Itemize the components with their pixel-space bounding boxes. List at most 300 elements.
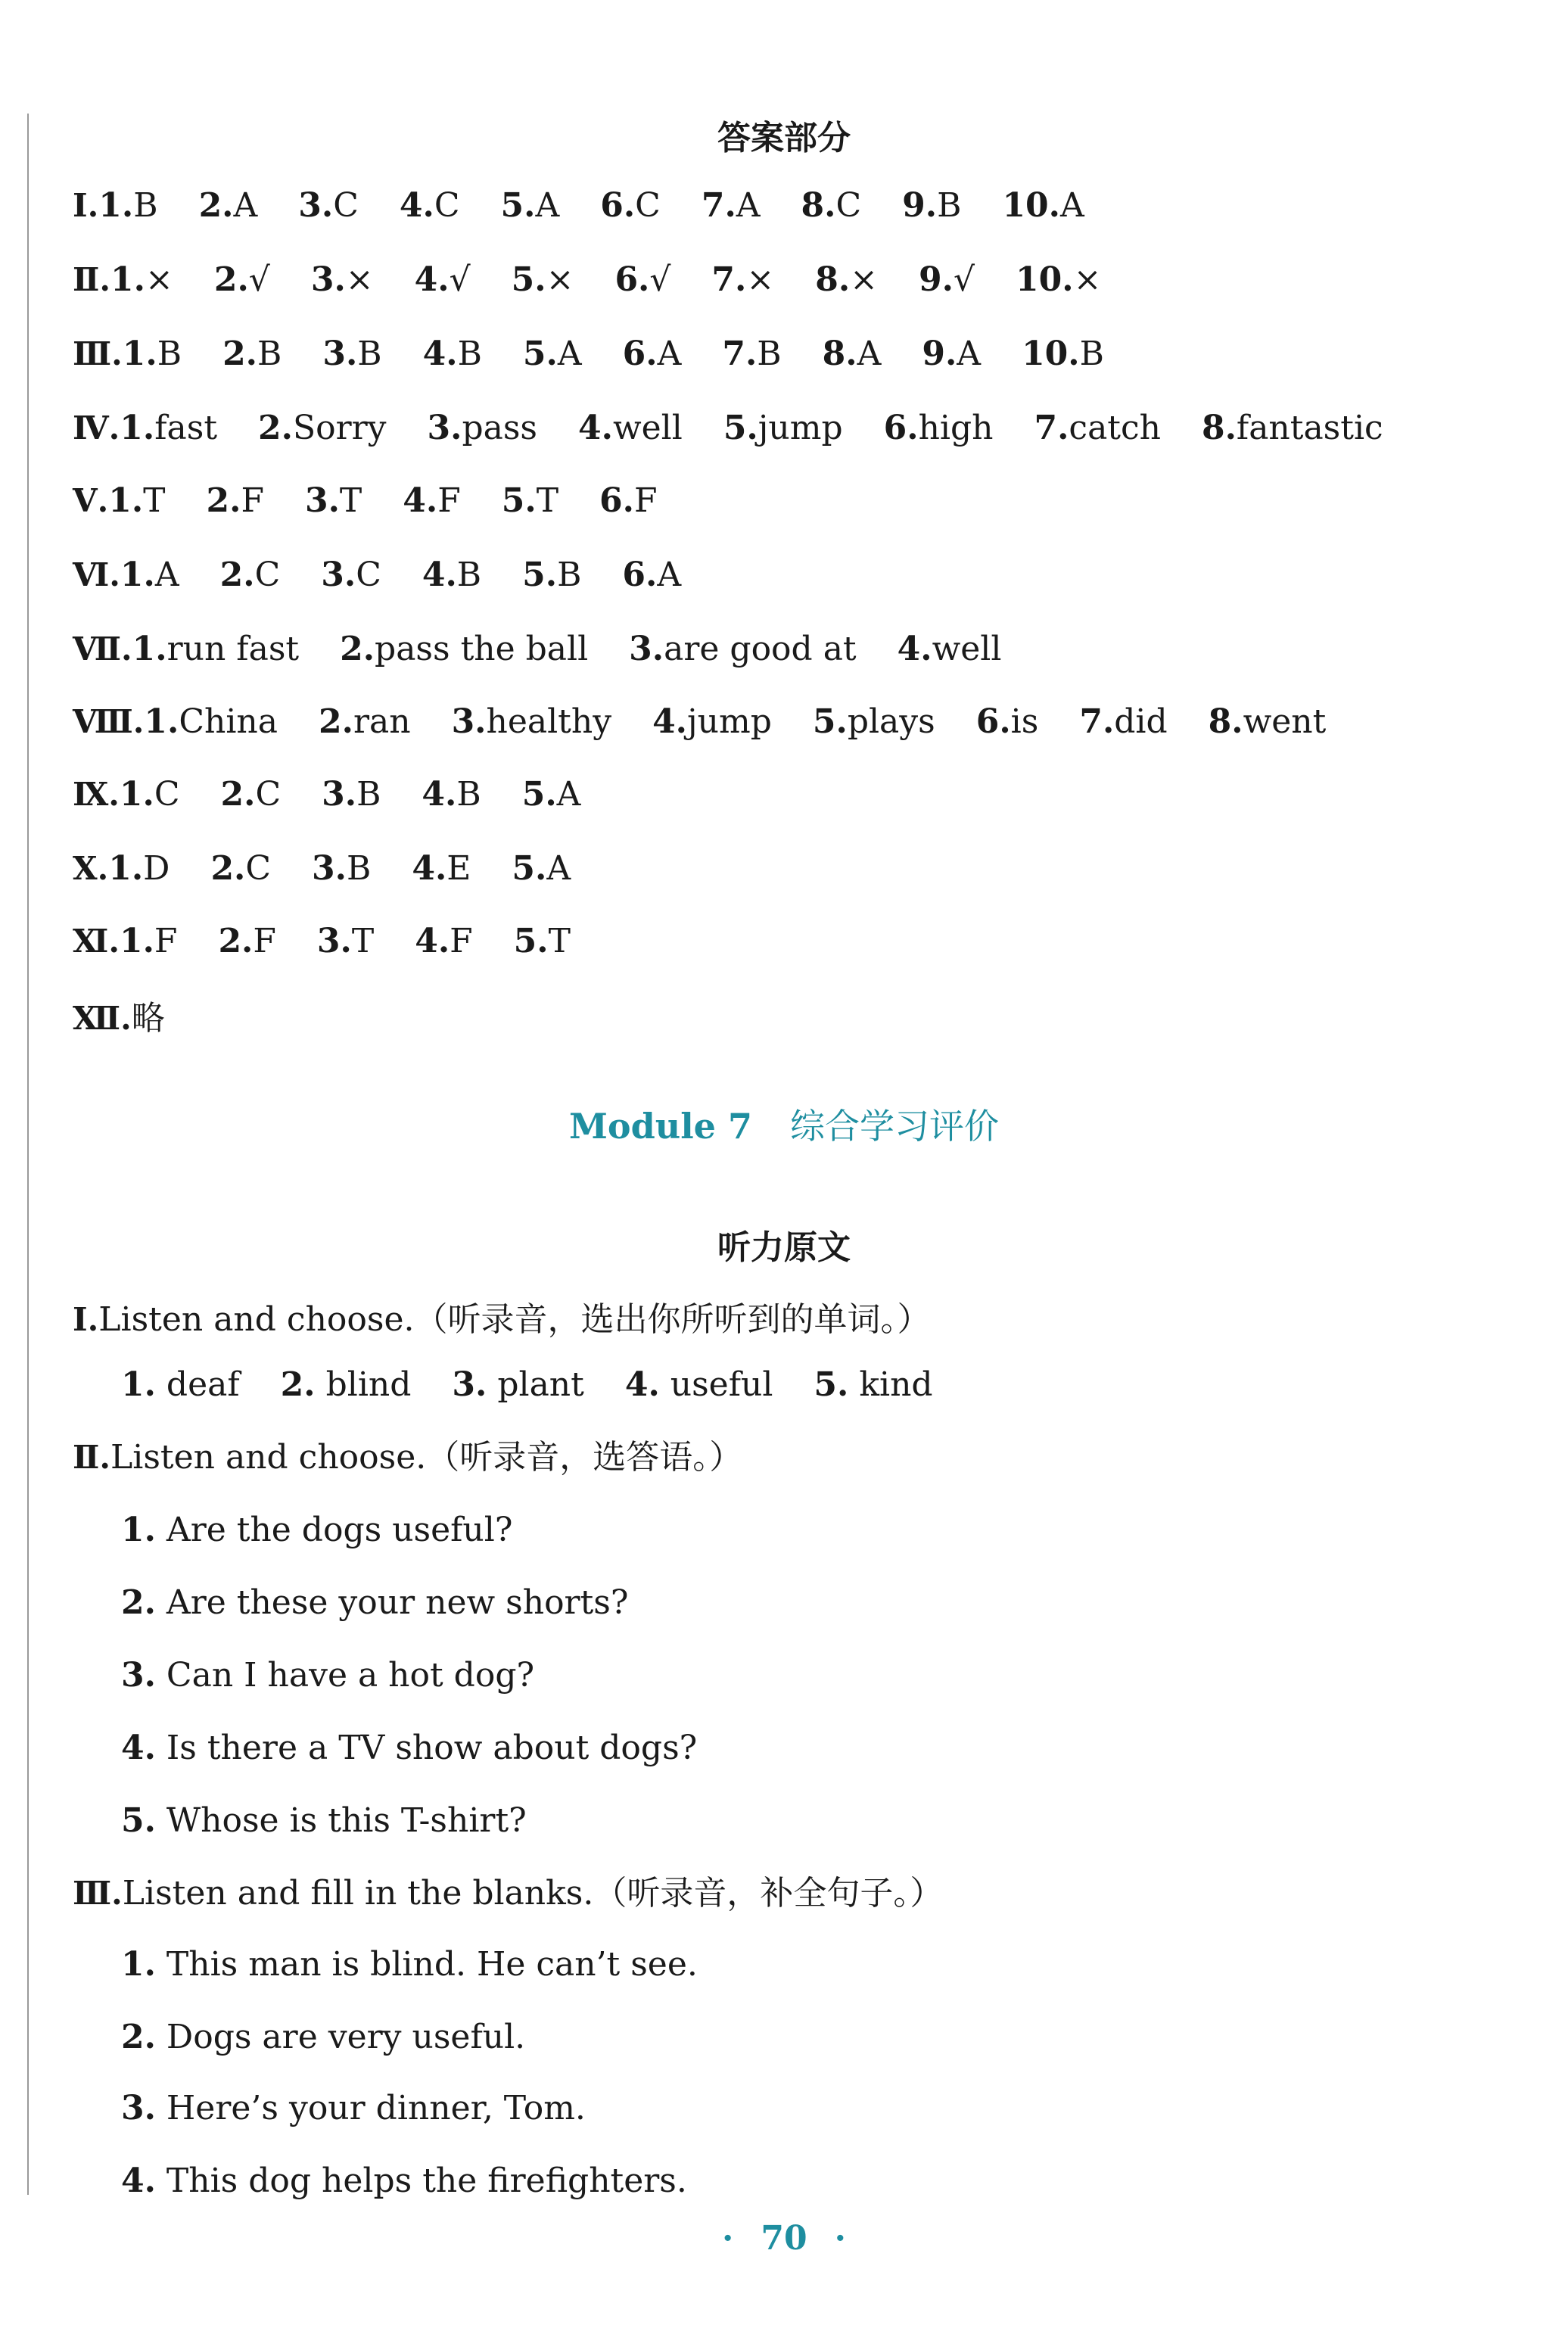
listening-section-heading — [73, 1435, 742, 1480]
answer-value: China — [179, 702, 278, 741]
answer-item — [120, 409, 217, 447]
section-numeral: Ⅰ. — [73, 187, 99, 224]
item-number: 5. — [814, 1365, 849, 1404]
answer-value: B — [1079, 335, 1104, 373]
answer-item — [400, 186, 460, 225]
question-number: 4. — [652, 702, 687, 741]
answer-item — [1209, 702, 1327, 741]
question-number: 2. — [198, 186, 234, 225]
answer-item — [823, 335, 882, 373]
answer-value: C — [434, 186, 460, 225]
answer-value: F — [450, 922, 473, 960]
answer-item — [1202, 409, 1383, 447]
answer-item — [976, 702, 1039, 741]
question-number: 1. — [144, 702, 179, 741]
answer-value: plays — [847, 702, 935, 741]
item-number: 3. — [121, 2089, 156, 2127]
answer-item — [902, 186, 961, 225]
script-line — [121, 1508, 512, 1553]
answer-value: ran — [353, 702, 411, 741]
answer-value: are good at — [664, 630, 857, 668]
answer-row — [73, 627, 1042, 672]
page-number: · 70 · — [722, 2219, 846, 2258]
word-list — [121, 1362, 974, 1408]
answer-value: F — [437, 481, 461, 520]
question-number: 1. — [108, 481, 144, 520]
answer-value: A — [535, 186, 560, 225]
answer-value: well — [612, 409, 683, 447]
left-margin-rule — [27, 114, 29, 2195]
answer-value: C — [245, 849, 272, 888]
answer-value: × — [1073, 260, 1102, 299]
answer-value: C — [255, 775, 282, 814]
answer-value: E — [446, 849, 471, 888]
item-number: 4. — [121, 2162, 156, 2200]
answer-value: B — [457, 335, 482, 373]
item-number: 3. — [452, 1365, 487, 1404]
answer-item — [1022, 335, 1104, 373]
answer-item — [501, 186, 560, 225]
answer-item — [622, 556, 681, 594]
question-number: 10. — [1022, 335, 1080, 373]
question-number: 8. — [1201, 409, 1237, 447]
answer-value: C — [154, 775, 180, 814]
question-number: 6. — [600, 186, 636, 225]
answer-item — [711, 260, 774, 299]
question-number: 3. — [310, 260, 346, 299]
answer-value: √ — [449, 260, 471, 299]
question-number: 4. — [412, 849, 447, 888]
answer-value: C — [835, 186, 862, 225]
question-number: 7. — [1034, 409, 1069, 447]
answer-row — [73, 772, 621, 817]
instruction-text-cn: （听录音，选答语。） — [426, 1438, 743, 1477]
answer-value: B — [557, 556, 582, 594]
page-number-value: 70 — [761, 2219, 807, 2258]
question-number: 3. — [321, 556, 356, 594]
answer-item — [98, 186, 157, 225]
answer-value: A — [1060, 186, 1084, 225]
question-number: 5. — [522, 335, 558, 373]
answer-item — [132, 630, 299, 668]
section-numeral: Ⅱ. — [73, 261, 111, 298]
section-numeral: Ⅳ. — [73, 409, 120, 447]
question-number: 2. — [222, 335, 257, 373]
answer-value: high — [918, 409, 994, 447]
question-number: 2. — [210, 849, 246, 888]
answer-item — [522, 775, 581, 814]
answer-item — [110, 260, 173, 299]
item-number: 1. — [121, 1365, 156, 1404]
word-item — [625, 1365, 773, 1404]
answer-item — [317, 922, 374, 960]
item-text: useful — [659, 1365, 773, 1404]
question-number: 1. — [108, 849, 144, 888]
question-number: 3. — [304, 481, 340, 520]
item-text: Are these your new shorts? — [155, 1583, 629, 1622]
answer-item — [512, 260, 574, 299]
answer-value: catch — [1069, 409, 1161, 447]
answer-item — [428, 409, 538, 447]
answer-value: √ — [953, 260, 975, 299]
answer-value: A — [556, 775, 581, 814]
question-number: 8. — [801, 186, 836, 225]
answer-value: × — [345, 260, 374, 299]
answer-value: C — [333, 186, 359, 225]
question-number: 3. — [322, 335, 358, 373]
question-number: 7. — [1079, 702, 1115, 741]
answer-item — [502, 481, 558, 520]
listening-section-heading — [73, 1871, 943, 1916]
answer-value: T — [351, 922, 375, 960]
item-number: 4. — [121, 1729, 156, 1767]
answer-item — [258, 409, 387, 447]
answer-item — [884, 409, 994, 447]
answer-value: well — [932, 630, 1002, 668]
section-numeral: Ⅲ. — [73, 1875, 123, 1912]
question-number: 6. — [622, 335, 658, 373]
answer-value: √ — [649, 260, 671, 299]
answer-value: T — [536, 481, 559, 520]
answer-item — [629, 630, 856, 668]
answer-value: B — [356, 775, 381, 814]
answer-item — [898, 630, 1002, 668]
answer-item — [218, 922, 275, 960]
question-number: 2. — [258, 409, 293, 447]
answer-item — [305, 481, 362, 520]
section-numeral: Ⅴ. — [73, 482, 109, 519]
section-numeral: Ⅺ. — [73, 923, 120, 960]
answer-item — [599, 481, 657, 520]
section-numeral: Ⅸ. — [73, 776, 120, 813]
answer-value: pass the ball — [375, 630, 589, 668]
word-item — [281, 1365, 412, 1404]
module-heading — [0, 1099, 1568, 1149]
answer-value: B — [937, 186, 962, 225]
section-numeral: Ⅹ. — [73, 850, 109, 887]
item-number: 2. — [121, 1583, 156, 1622]
answer-item — [652, 702, 772, 741]
question-number: 4. — [414, 260, 450, 299]
item-text: Are the dogs useful? — [155, 1511, 513, 1549]
answer-row — [73, 699, 1367, 745]
answer-value: B — [133, 186, 158, 225]
answer-value: pass — [462, 409, 538, 447]
instruction-text-cn: （听录音，选出你所听到的单词。） — [414, 1300, 931, 1339]
item-number: 1. — [121, 1945, 156, 1984]
answer-item — [207, 481, 264, 520]
question-number: 3. — [451, 702, 487, 741]
item-text: This dog helps the firefighters. — [155, 2162, 687, 2200]
section-numeral: Ⅶ. — [73, 630, 132, 668]
script-line — [121, 2086, 586, 2131]
answer-value: × — [746, 260, 775, 299]
question-number: 5. — [501, 481, 537, 520]
question-number: 4. — [422, 335, 458, 373]
answer-item — [120, 922, 177, 960]
answer-item — [522, 556, 581, 594]
answer-value: fast — [154, 409, 218, 447]
answer-value: jump — [687, 702, 772, 741]
question-number: 4. — [897, 630, 932, 668]
question-number: 2. — [218, 922, 254, 960]
question-number: 7. — [701, 186, 736, 225]
section-numeral: Ⅻ. — [73, 1000, 132, 1037]
module-title-cn: 综合学习评价 — [789, 1106, 999, 1147]
answer-item — [222, 335, 282, 373]
answer-item — [415, 922, 472, 960]
answer-item — [922, 335, 981, 373]
answer-value: A — [857, 335, 882, 373]
question-number: 1. — [119, 775, 154, 814]
answer-item — [423, 335, 482, 373]
listening-section-heading — [73, 1297, 931, 1343]
answer-item — [422, 775, 481, 814]
question-number: 2. — [213, 260, 249, 299]
module-title-en: Module 7 — [569, 1106, 752, 1147]
answer-item — [120, 556, 179, 594]
answer-value: F — [253, 922, 276, 960]
answer-item — [220, 556, 281, 594]
question-number: 1. — [132, 630, 167, 668]
answer-item — [600, 186, 661, 225]
answer-item — [514, 922, 571, 960]
answer-value: B — [346, 849, 372, 888]
question-number: 4. — [422, 556, 457, 594]
question-number: 10. — [1016, 260, 1074, 299]
item-text: Is there a TV show about dogs? — [155, 1729, 698, 1767]
script-line — [121, 2015, 525, 2060]
instruction-text-cn: （听录音，补全句子。） — [593, 1874, 944, 1913]
answer-row — [73, 331, 1145, 377]
answer-item — [1016, 260, 1101, 299]
item-number: 2. — [121, 2018, 156, 2056]
question-number: 4. — [399, 186, 434, 225]
script-line — [121, 1798, 527, 1844]
question-number: 5. — [521, 775, 557, 814]
answer-value: A — [546, 849, 571, 888]
answer-row — [73, 996, 206, 1041]
answer-value: T — [143, 481, 166, 520]
question-number: 4. — [403, 481, 438, 520]
answer-item — [120, 775, 180, 814]
question-number: 1. — [110, 260, 145, 299]
answer-value: × — [145, 260, 173, 299]
question-number: 8. — [815, 260, 851, 299]
item-text: Whose is this T-shirt? — [155, 1801, 527, 1840]
question-number: 2. — [219, 556, 255, 594]
answer-item — [312, 849, 371, 888]
instruction-text: Listen and fill in the blanks. — [122, 1874, 594, 1913]
item-number: 2. — [280, 1365, 316, 1404]
answer-item — [108, 481, 165, 520]
question-number: 5. — [522, 556, 558, 594]
question-number: 6. — [614, 260, 650, 299]
question-number: 3. — [322, 775, 357, 814]
answer-item — [415, 260, 471, 299]
answer-value: is — [1010, 702, 1039, 741]
answer-item — [123, 335, 182, 373]
question-number: 3. — [629, 630, 664, 668]
question-number: 1. — [120, 556, 155, 594]
answer-value: did — [1114, 702, 1168, 741]
question-number: 5. — [512, 849, 547, 888]
script-line — [121, 1580, 628, 1626]
answer-value: jump — [758, 409, 843, 447]
item-text: This man is blind. He can’t see. — [155, 1945, 698, 1984]
answer-item — [311, 260, 374, 299]
answer-item — [702, 186, 761, 225]
answer-value: run fast — [166, 630, 300, 668]
word-item — [814, 1365, 932, 1404]
answer-value: A — [957, 335, 982, 373]
question-number: 7. — [722, 335, 758, 373]
answer-value: T — [339, 481, 362, 520]
question-number: 5. — [723, 409, 758, 447]
answer-row — [73, 257, 1142, 303]
answer-value: A — [557, 335, 582, 373]
answer-item — [319, 702, 411, 741]
answer-item — [144, 702, 278, 741]
answer-value: D — [143, 849, 170, 888]
answer-value: A — [233, 186, 258, 225]
answer-value: × — [850, 260, 879, 299]
answer-item — [108, 849, 170, 888]
answer-value: √ — [248, 260, 270, 299]
answer-item — [813, 702, 935, 741]
answer-value: B — [757, 335, 782, 373]
answer-row — [73, 406, 1424, 451]
section-numeral: Ⅲ. — [73, 335, 123, 372]
answer-value: B — [456, 775, 481, 814]
answer-value: 略 — [131, 999, 165, 1038]
answer-item — [214, 260, 270, 299]
question-number: 2. — [340, 630, 375, 668]
answer-item — [815, 260, 878, 299]
question-number: 5. — [511, 260, 546, 299]
answer-value: T — [548, 922, 571, 960]
answer-item — [322, 775, 381, 814]
question-number: 2. — [220, 775, 256, 814]
question-number: 2. — [206, 481, 241, 520]
answer-value: × — [546, 260, 574, 299]
item-text: blind — [315, 1365, 412, 1404]
answer-item — [340, 630, 588, 668]
answers-heading: 答案部分 — [717, 119, 851, 157]
item-number: 5. — [121, 1801, 156, 1840]
answer-row — [73, 552, 722, 598]
question-number: 3. — [316, 922, 352, 960]
question-number: 5. — [513, 922, 549, 960]
word-item — [121, 1365, 240, 1404]
answer-row — [73, 846, 611, 892]
instruction-text: Listen and choose. — [98, 1300, 415, 1339]
question-number: 6. — [883, 409, 919, 447]
item-text: deaf — [155, 1365, 240, 1404]
answer-item — [452, 702, 612, 741]
question-number: 8. — [1208, 702, 1243, 741]
answer-row — [73, 919, 611, 964]
question-number: 6. — [622, 556, 658, 594]
question-number: 4. — [415, 922, 450, 960]
answer-item — [614, 260, 670, 299]
question-number: 1. — [122, 335, 157, 373]
answer-value: A — [657, 556, 682, 594]
question-number: 5. — [812, 702, 848, 741]
question-number: 9. — [922, 335, 957, 373]
answer-item — [412, 849, 471, 888]
answer-item — [1079, 702, 1167, 741]
question-number: 9. — [902, 186, 938, 225]
item-text: kind — [848, 1365, 933, 1404]
answer-item — [1002, 186, 1084, 225]
answer-item — [322, 335, 381, 373]
question-number: 6. — [975, 702, 1011, 741]
question-number: 3. — [427, 409, 462, 447]
question-number: 6. — [599, 481, 634, 520]
answer-item — [403, 481, 460, 520]
answer-value: F — [241, 481, 264, 520]
script-line — [121, 1653, 534, 1698]
answer-item — [801, 186, 862, 225]
answer-value: B — [456, 556, 482, 594]
answer-item — [722, 335, 781, 373]
answer-value: C — [635, 186, 661, 225]
item-text: Here’s your dinner, Tom. — [155, 2089, 586, 2127]
listening-heading: 听力原文 — [717, 1228, 851, 1267]
question-number: 1. — [119, 922, 154, 960]
script-line — [121, 2158, 687, 2204]
answer-value: fantastic — [1236, 409, 1383, 447]
section-numeral: Ⅰ. — [73, 1301, 99, 1338]
answer-item — [422, 556, 481, 594]
answer-row — [73, 478, 698, 524]
item-text: plant — [487, 1365, 584, 1404]
question-number: 4. — [578, 409, 613, 447]
question-number: 3. — [298, 186, 334, 225]
answer-item — [221, 775, 282, 814]
answer-item — [523, 335, 582, 373]
section-numeral: Ⅱ. — [73, 1439, 111, 1476]
answer-item — [578, 409, 683, 447]
section-numeral: Ⅷ. — [73, 703, 145, 740]
answer-value: B — [257, 335, 282, 373]
answer-item — [321, 556, 381, 594]
answer-value: healthy — [486, 702, 612, 741]
answer-value: A — [736, 186, 761, 225]
answer-value: went — [1243, 702, 1327, 741]
item-number: 3. — [121, 1656, 156, 1695]
answer-value: B — [357, 335, 382, 373]
answer-value: F — [633, 481, 658, 520]
answer-item — [1034, 409, 1160, 447]
instruction-text: Listen and choose. — [110, 1438, 427, 1477]
answer-value: F — [154, 922, 178, 960]
question-number: 7. — [711, 260, 747, 299]
question-number: 8. — [822, 335, 857, 373]
question-number: 9. — [919, 260, 954, 299]
question-number: 5. — [500, 186, 536, 225]
answer-value: A — [154, 556, 179, 594]
answer-item — [132, 999, 165, 1038]
question-number: 10. — [1002, 186, 1060, 225]
answer-item — [199, 186, 258, 225]
answer-row — [73, 183, 1125, 229]
answer-value: B — [157, 335, 182, 373]
answer-item — [210, 849, 271, 888]
answer-value: Sorry — [292, 409, 387, 447]
section-numeral: Ⅵ. — [73, 556, 120, 593]
